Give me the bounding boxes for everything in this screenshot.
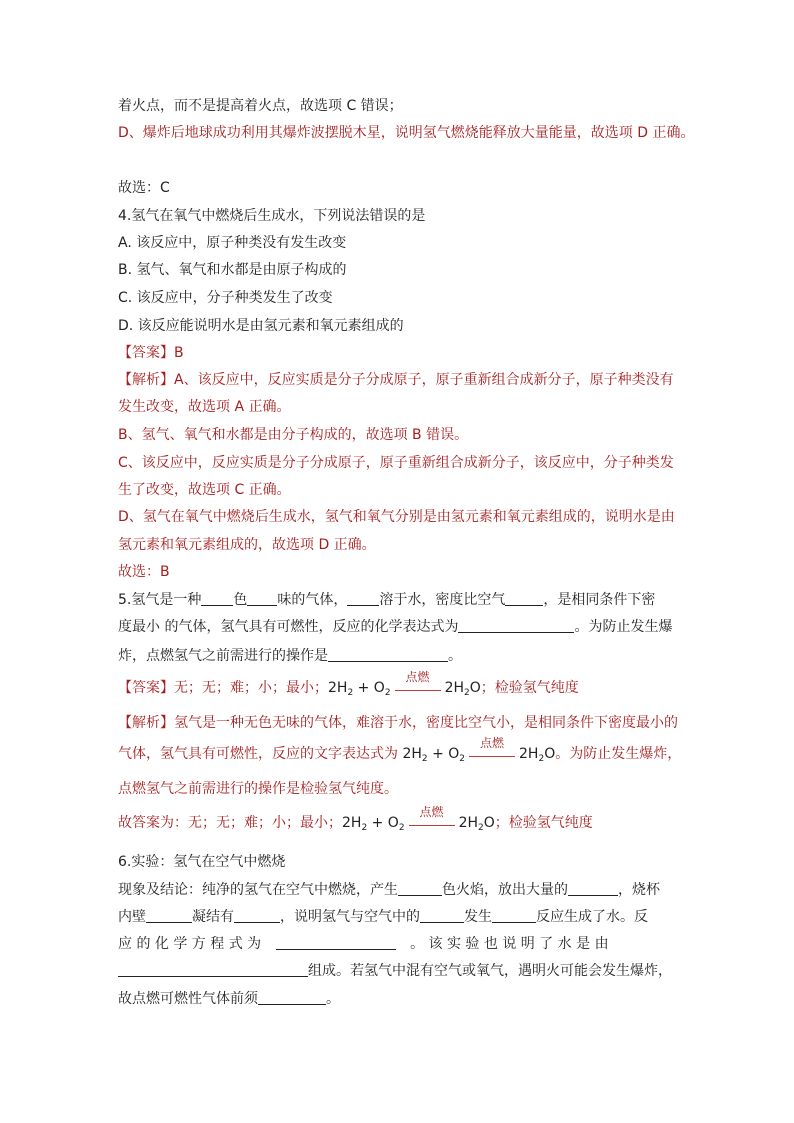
question-6-line: 内壁 凝结有 ，说明氢气与空气中的 发生 反应生成了水。反 xyxy=(118,909,648,925)
blank xyxy=(201,591,233,606)
option-b: B. 氢气、氧气和水都是由原子构成的 xyxy=(118,262,347,278)
text-line: D、氢气在氧气中燃烧后生成水，氢气和氧气分别是由氢元素和氧元素组成的，说明水是由 xyxy=(118,509,675,525)
reaction-condition: 点燃 xyxy=(395,679,441,693)
equation: $2H_2 + O_2$ 点燃 $2H_2O$ xyxy=(402,736,556,764)
option-a: A. 该反应中，原子种类没有发生改变 xyxy=(118,235,347,251)
text-line: 发生改变，故选项 A 正确。 xyxy=(118,399,291,415)
option-d: D. 该反应能说明水是由氢元素和氧元素组成的 xyxy=(118,318,404,334)
question-4-title: 4.氢气在氧气中燃烧后生成水，下列说法错误的是 xyxy=(118,208,426,224)
text-line: 着火点，而不是提高着火点，故选项 C 错误； xyxy=(118,98,403,114)
blank xyxy=(258,990,326,1005)
text-line: 故选：B xyxy=(118,564,170,580)
blank xyxy=(398,881,442,896)
text-line: 点燃氢气之前需进行的操作是检验氢气纯度。 xyxy=(118,781,398,797)
option-c: C. 该反应中，分子种类发生了改变 xyxy=(118,290,333,306)
blank xyxy=(568,881,618,896)
question-5-line: 5.氢气是一种 色 味的气体， 溶于水，密度比空气 ，是相同条件下密 xyxy=(118,592,656,608)
text-line: 氢元素和氧元素组成的，故选项 D 正确。 xyxy=(118,537,376,553)
blank xyxy=(347,591,379,606)
blank xyxy=(234,908,280,923)
blank xyxy=(420,908,464,923)
answer-4: 【答案】B xyxy=(118,345,184,361)
equation: $2H_2 + O_2$ 点燃 $2H_2O$ xyxy=(342,805,495,833)
text-line: 故选：C xyxy=(118,180,170,196)
blank xyxy=(505,591,543,606)
question-5-line: 度最小 的气体，氢气具有可燃性，反应的化学表达式为 。为防止发生爆 xyxy=(118,619,673,635)
text-line: 气体，氢气具有可燃性，反应的文字表达式为 $2H_2 + O_2$ 点燃 $2H_2O$。为防止发生爆炸， xyxy=(118,736,682,764)
blank xyxy=(458,618,574,633)
blank xyxy=(146,908,192,923)
blank xyxy=(276,935,396,950)
text-line: D、爆炸后地球成功利用其爆炸波摆脱木星，说明氢气燃烧能释放大量能量，故选项 D 正确。 xyxy=(118,125,695,141)
reaction-condition: 点燃 xyxy=(409,814,455,828)
question-6-line: 现象及结论：纯净的氢气在空气中燃烧，产生 色火焰，放出大量的 ，烧杯 xyxy=(118,882,660,898)
question-6-line: 组成。若氢气中混有空气或氧气，遇明火可能会发生爆炸， xyxy=(118,961,672,981)
text-line: B、氢气、氧气和水都是由分子构成的，故选项 B 错误。 xyxy=(118,427,469,443)
blank xyxy=(118,962,308,977)
explanation-5: 【解析】氢气是一种无色无味的气体，难溶于水，密度比空气小，是相同条件下密度最小的 xyxy=(118,715,678,731)
text-line: C、该反应中，反应实质是分子分成原子，原子重新组合成新分子，该反应中，分子种类发 xyxy=(118,455,674,471)
answer-5: 【答案】无；无；难；小；最小；$2H_2 + O_2$ 点燃 $2H_2O$；检验氢气纯度 xyxy=(118,670,579,698)
question-5-line: 炸，点燃氢气之前需进行的操作是 。 xyxy=(118,648,462,664)
blank xyxy=(328,647,448,662)
question-6-title: 6.实验：氢气在空气中燃烧 xyxy=(118,854,286,870)
blank xyxy=(492,908,536,923)
blank xyxy=(247,591,277,606)
final-answer-5: 故答案为：无；无；难；小；最小；$2H_2 + O_2$ 点燃 $2H_2O$；检验氢气纯度 xyxy=(118,805,593,833)
text-line: 生了改变，故选项 C 正确。 xyxy=(118,482,291,498)
question-6-line: 故点燃可燃性气体前须 。 xyxy=(118,991,340,1007)
explanation-4: 【解析】A、该反应中，反应实质是分子分成原子，原子重新组合成新分子，原子种类没有 xyxy=(118,372,674,388)
reaction-condition: 点燃 xyxy=(469,745,515,759)
equation: $2H_2 + O_2$ 点燃 $2H_2O$ xyxy=(328,670,481,698)
question-6-line: 应 的 化 学 方 程 式 为 。 该 实 验 也 说 明 了 水 是 由 xyxy=(118,936,609,952)
